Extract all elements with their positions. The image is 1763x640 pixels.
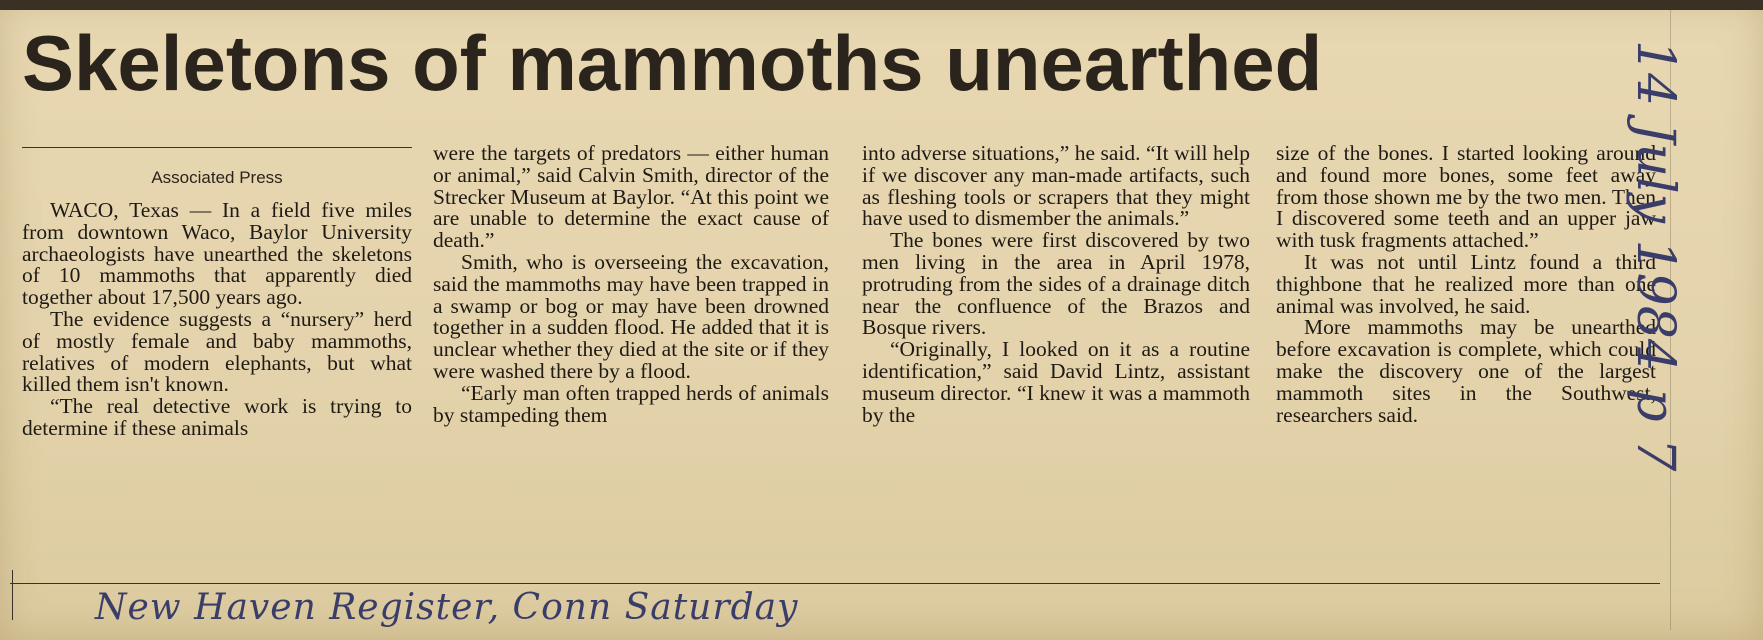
paragraph: More mammoths may be unearthed before excavation is complete, which could make the discovery one of the largest mammoth sites in the Southwest, researchers said. (1276, 315, 1656, 427)
paragraph: into adverse situations,” he said. “It will help if we discover any man-made artifacts, such as fleshing tools or scrapers that they might have used to dismember the animals.” (862, 141, 1250, 231)
scan-edge (0, 0, 1763, 10)
byline-rule (22, 147, 412, 148)
article-column-4 (1276, 143, 1656, 426)
paragraph: were the targets of predators — either human or animal,” said Calvin Smith, director of the Strecker Museum at Baylor. “At this point we are unable to determine the exact cause of death.” (433, 141, 829, 253)
paragraph: It was not until Lintz found a third thighbone that he realized more than one animal was involved, he said. (1276, 249, 1656, 318)
paragraph: The bones were first discovered by two men living in the area in April 1978, protruding from the sides of a drainage ditch near the confluence of the Brazos and Bosque rivers. (862, 228, 1250, 340)
headline: Skeletons of mammoths unearthed (22, 19, 1323, 107)
article-column-2 (433, 143, 829, 426)
article-column-3 (862, 143, 1250, 426)
paragraph: Smith, who is overseeing the excavation, said the mammoths may have been trapped in a swamp or bog or may have been drowned together in a sudden flood. He added that it is unclear whether they died at the site or if they were washed there by a flood. (433, 249, 829, 383)
cut-mark (12, 570, 13, 620)
paragraph: “Originally, I looked on it as a routine identification,” said David Lintz, assistant museum director. “I knew it was a mammoth by the (862, 337, 1250, 427)
paragraph: “Early man often trapped herds of animals by stampeding them (433, 380, 829, 427)
bottom-rule (10, 583, 1660, 584)
paragraph: WACO, Texas — In a field five miles from downtown Waco, Baylor University archaeologists have unearthed the skeletons of 10 mammoths that apparently died together about 17,500 years ago. (22, 198, 412, 310)
paragraph: size of the bones. I started looking around and found more bones, some feet away from those shown me by the two men. Then I discovered some teeth and an upper jaw with tusk fragments attached.” (1276, 141, 1656, 253)
paragraph: “The real detective work is trying to determine if these animals (22, 394, 412, 440)
paragraph: The evidence suggests a “nursery” herd of mostly female and baby mammoths, relatives of modern elephants, but what killed them isn't known. (22, 306, 412, 397)
handwritten-date-note: 14 July 1984 p 7 (1625, 40, 1685, 472)
handwritten-source-note: New Haven Register, Conn Saturday (95, 587, 799, 628)
byline: Associated Press (151, 168, 283, 187)
